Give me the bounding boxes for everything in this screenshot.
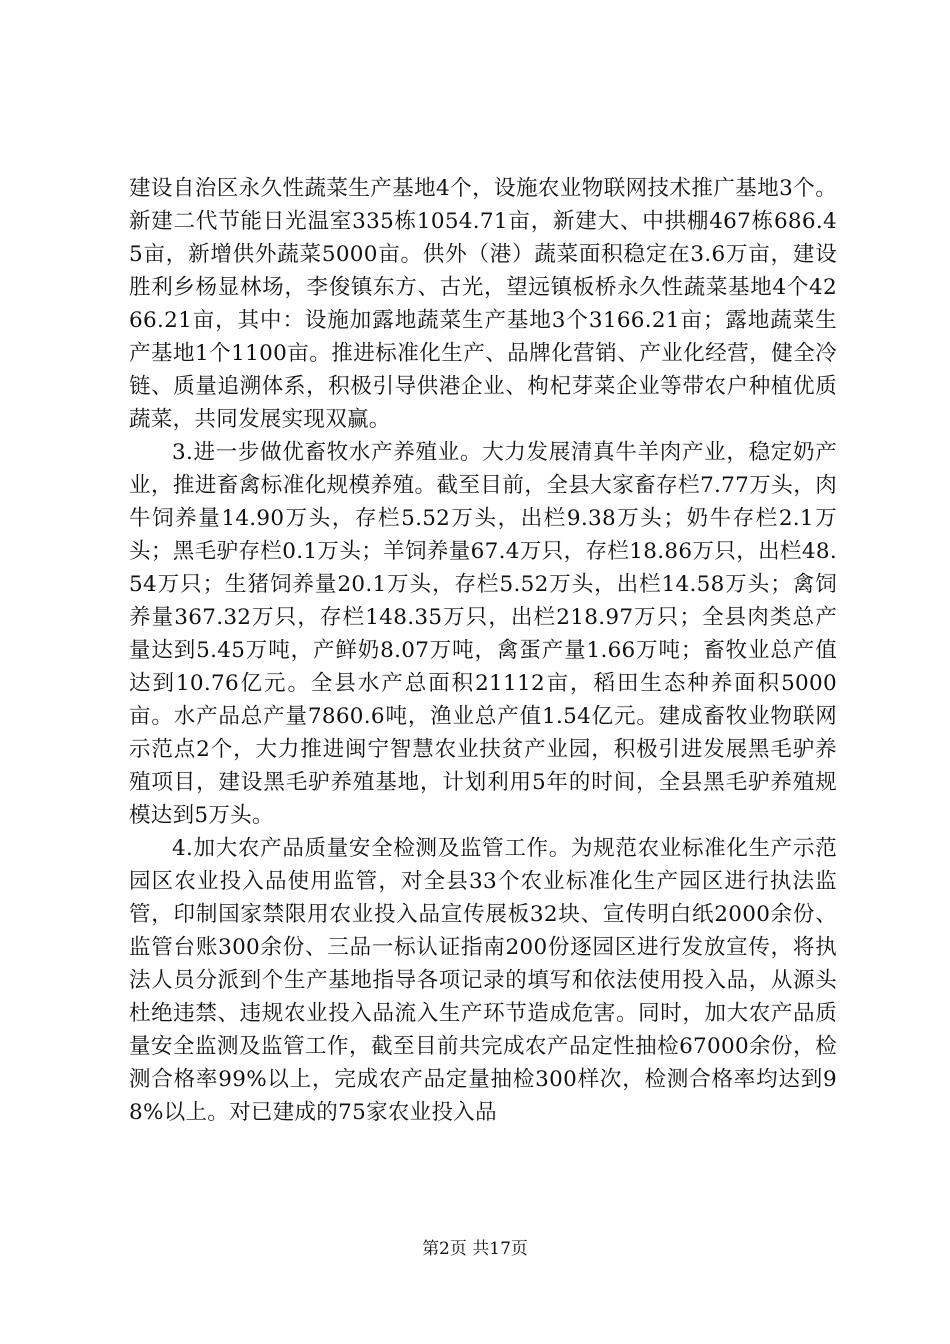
paragraph-vegetable-bases: 建设自治区永久性蔬菜生产基地4个，设施农业物联网技术推广基地3个。新建二代节能日光温室335栋1054.71亩，新建大、中拱棚467栋686.45亩，新增供外蔬菜5000亩。供外（港）蔬菜面积稳定在3.6万亩，建设胜利乡杨显林场，李俊镇东方、古光，望远镇板桥永久性蔬菜基地4个4266.21亩，其中：设施加露地蔬菜生产基地3个3166.21亩；露地蔬菜生产基地1个1100亩。推进标准化生产、品牌化营销、产业化经营，健全冷链、质量追溯体系，积极引导供港企业、枸杞芽菜企业等带农户种植优质蔬菜，共同发展实现双赢。 [129,176,837,432]
paragraph-quality-safety: 4.加大农产品质量安全检测及监管工作。为规范农业标准化生产示范园区农业投入品使用监管，对全县33个农业标准化生产园区进行执法监管，印制国家禁限用农业投入品宣传展板32块、宣传明白纸2000余份、监管台账300余份、三品一标认证指南200份逐园区进行发放宣传，将执法人员分派到个生产基地指导各项记录的填写和依法使用投入品，从源头杜绝违禁、违规农业投入品流入生产环节造成危害。同时，加大农产品质量安全监测及监管工作，截至目前共完成农产品定性抽检67000余份，检测合格率99%以上，完成农产品定量抽检300样次，检测合格率均达到98%以上。对已建成的75家农业投入品 [129,836,837,1125]
page-footer: 第2页 共17页 [422,1239,528,1259]
paragraph-livestock-aquaculture: 3.进一步做优畜牧水产养殖业。大力发展清真牛羊肉产业，稳定奶产业，推进畜禽标准化规模养殖。截至目前，全县大家畜存栏7.77万头，肉牛饲养量14.90万头，存栏5.52万头，出栏9.38万头；奶牛存栏2.1万头；黑毛驴存栏0.1万头；羊饲养量67.4万只，存栏18.86万只，出栏48.54万只；生猪饲养量20.1万头，存栏5.52万头，出栏14.58万头；禽饲养量367.32万只，存栏148.35万只，出栏218.97万只；全县肉类总产量达到5.45万吨，产鲜奶8.07万吨，禽蛋产量1.66万吨；畜牧业总产值达到10.76亿元。全县水产总面积21112亩，稻田生态种养面积5000亩。水产品总产量7860.6吨，渔业总产值1.54亿元。建成畜牧业物联网示范点2个，大力推进闽宁智慧农业扶贫产业园，积极引进发展黑毛驴养殖项目，建设黑毛驴养殖基地，计划利用5年的时间，全县黑毛驴养殖规模达到5万头。 [129,440,837,828]
document-body [129,172,837,1129]
